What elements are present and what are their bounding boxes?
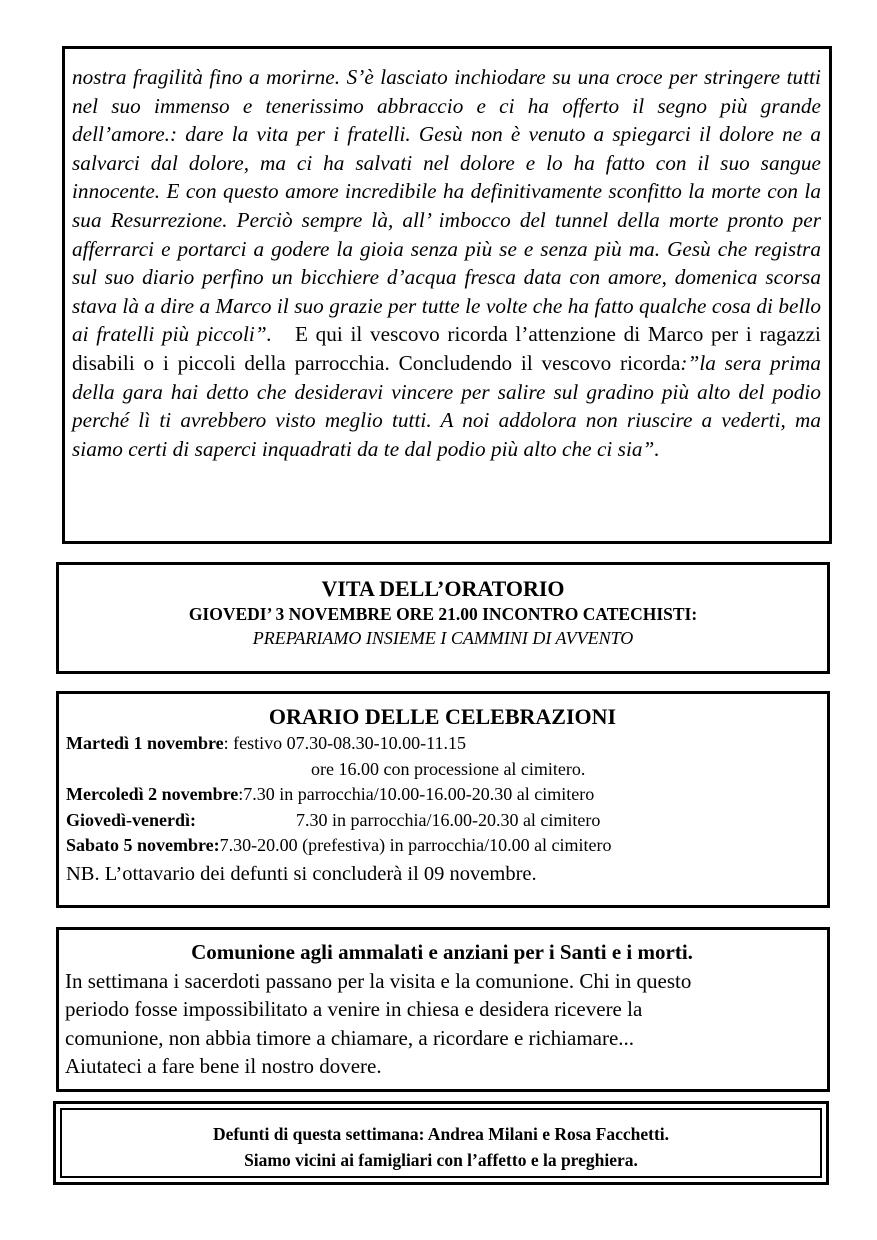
oratorio-event: GIOVEDI’ 3 NOVEMBRE ORE 21.00 INCONTRO CATECHISTI: — [188, 604, 698, 624]
schedule-times: : festivo 07.30-08.30-10.00-11.15 — [223, 733, 466, 753]
schedule-times: 7.30 in parrocchia/16.00-20.30 al cimitero — [296, 809, 601, 830]
schedule-row — [66, 808, 819, 834]
comunione-line: In settimana i sacerdoti passano per la visita e la comunione. Chi in questo — [65, 969, 692, 993]
oratorio-subtitle: PREPARIAMO INSIEME I CAMMINI DI AVVENTO — [252, 628, 634, 648]
homily-box — [62, 46, 832, 544]
defunti-inner-frame — [60, 1108, 822, 1178]
schedule-day: Sabato 5 novembre: — [66, 835, 220, 855]
schedule-day: Giovedì-venerdì: — [66, 809, 196, 830]
homily-narration: E qui il vescovo ricorda l’attenzione di Marco per i ragazzi disabili o i piccoli della parrocchia. Concludendo il vescovo ricorda — [72, 322, 821, 375]
comunione-title: Comunione agli ammalati e anziani per i Santi e i morti. — [191, 940, 693, 964]
comunione-text — [65, 967, 819, 1080]
comunione-line: Aiutateci a fare bene il nostro dovere. — [65, 1053, 382, 1078]
schedule-times: 7.30-20.00 (prefestiva) in parrocchia/10.00 al cimitero — [219, 835, 612, 855]
orario-title: ORARIO DELLE CELEBRAZIONI — [268, 704, 617, 729]
schedule-day: Mercoledì 2 novembre — [66, 784, 239, 804]
schedule-row — [66, 757, 819, 783]
comunione-line: periodo fosse impossibilitato a venire in chiesa e desidera ricevere la — [65, 997, 643, 1022]
schedule-row — [66, 731, 819, 757]
schedule-times: :7.30 in parrocchia/10.00-16.00-20.30 al cimitero — [238, 784, 595, 804]
defunti-condolences: Siamo vicini ai famigliari con l’affetto e la preghiera. — [244, 1150, 638, 1170]
schedule-times: ore 16.00 con processione al cimitero. — [311, 758, 586, 779]
schedule-row — [66, 833, 819, 859]
homily-text — [72, 63, 821, 463]
comunione-line: comunione, non abbia timore a chiamare, a ricordare e richiamare... — [65, 1025, 635, 1050]
defunti-names: Defunti di questa settimana: Andrea Milani e Rosa Facchetti. — [212, 1124, 670, 1144]
homily-quote-part2: :”la sera prima della gara hai detto che desideravi vincere per salire sul gradino più alto del podio perché lì ti avrebbero visto meglio tutti. A noi addolora non riuscire a vederti, ma siamo certi di saperci inquadrati da te dal podio più alto che ci sia”. — [72, 350, 822, 461]
defunti-box — [53, 1101, 829, 1185]
comunione-box — [56, 927, 830, 1092]
oratorio-title: VITA DELL’ORATORIO — [321, 576, 565, 601]
schedule-row — [66, 782, 819, 808]
oratorio-box — [56, 562, 830, 674]
homily-quote-part1: nostra fragilità fino a morirne. S’è lasciato inchiodare su una croce per stringere tutti nel suo immenso e tenerissimo abbraccio e ci ha offerto il segno più grande dell’amore.: dare la vita per i fratelli. Gesù non è venuto a spiegarci il dolore ne a salvarci dal dolore, ma ci ha salvati nel dolore e lo ha fatto con il suo sangue innocente. E con questo amore incredibile ha definitivamente sconfitto la morte con la sua Resurrezione. Perciò sempre là, all’ imbocco del tunnel della morte pronto per afferrarci e portarci a godere la gioia senza più se e senza più ma. Gesù che registra sul suo diario perfino un bicchiere d’acqua fresca data con amore, domenica scorsa stava là a dire a Marco il suo grazie per tutte le volte che ha fatto qualche cosa di bello ai fratelli più piccoli”. — [72, 65, 821, 347]
orario-box — [56, 691, 830, 908]
schedule-day: Martedì 1 novembre — [66, 733, 224, 753]
orario-note: NB. L’ottavario dei defunti si concluderà il 09 novembre. — [66, 862, 537, 885]
